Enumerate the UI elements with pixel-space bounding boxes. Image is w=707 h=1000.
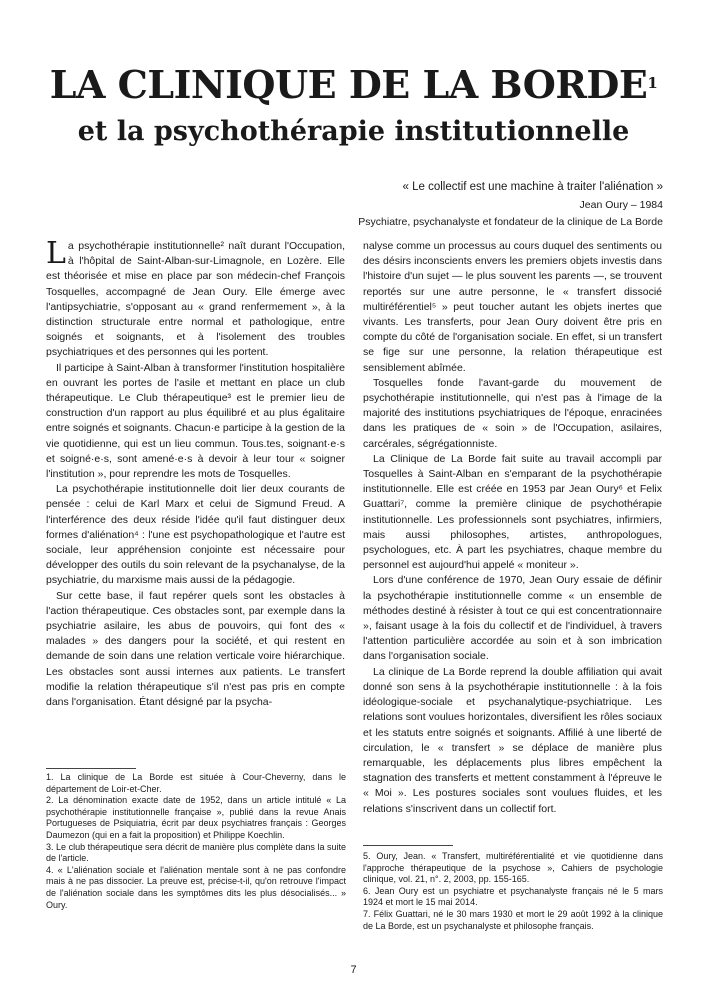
paragraph [46, 236, 345, 361]
footnote: 5. Oury, Jean. « Transfert, multiréférentialité et vie quotidienne dans l'approche thérapeutique de la psychose », Cahiers de psychologie clinique, vol. 21, n°. 2, 2003, pp. 155-165. [363, 851, 663, 885]
epigraph-author: Jean Oury – 1984 [579, 199, 663, 211]
paragraph: La psychothérapie institutionnelle doit lier deux courants de pensée : celui de Karl Marx et celui de Sigmund Freud. A l'interférence des deux réside l'idée qu'il faut distinguer deux formes d'aliénation⁴ : l'une est psychopathologique et l'autre est sociale, leur appréhension conjointe est nécessaire pour développer des outils du soin relevant de la psychanalyse, de la psychiatrie, du marxisme mais aussi de la pédagogie. [46, 483, 345, 587]
title-text: LA CLINIQUE DE LA BORDE [49, 62, 648, 107]
paragraph: Tosquelles fonde l'avant-garde du mouvement de psychothérapie institutionnelle, qui n'est pas à l'image de la majorité des institutions psychiatriques de l'époque, enracinées dans les pratiques de « soin » de l'Occupation, asilaires, carcérales, ségrégationniste. [363, 376, 662, 450]
left-column [46, 236, 345, 710]
footnote-divider [363, 845, 453, 846]
footnote: 1. La clinique de La Borde est située à Cour-Cheverny, dans le département de Loir-et-Cher. [46, 772, 346, 794]
title-line-2: et la psychothérapie institutionnelle [77, 116, 630, 147]
title-line-1 [0, 62, 707, 108]
epigraph-quote: « Le collectif est une machine à traiter l'aliénation » [402, 181, 663, 193]
paragraph: Il participe à Saint-Alban à transformer l'institution hospitalière en ouvrant les portes de l'asile et mettant en place un club thérapeutique. Le Club thérapeutique³ est le premier lieu de construction d'un rapport au plus équilibré et au plus égalitaire entre soignés et soignants. Chacun·e participe à la gestion de la vie quotidienne, qui est un lieu commun. Tous.tes, soignant·e·s et soigné·e·s, sont amené·e·s à devoir à leur tour « soigner l'institution », pour reprendre les mots de Tosquelles. [46, 361, 345, 481]
footnote: 4. « L'aliénation sociale et l'aliénation mentale sont à ne pas confondre mais à ne pas dissocier. La preuve est, précise-t-il, qu'on retrouve l'impact de l'aliénation sociale dans les symptômes dits les plus désocialisés... » Oury. [46, 864, 346, 910]
footnote: 7. Félix Guattari, né le 30 mars 1930 et mort le 29 août 1992 à la clinique de La Borde, est un psychanalyste et philosophe français. [363, 908, 663, 931]
footnote: 6. Jean Oury est un psychiatre et psychanalyste français né le 5 mars 1924 et mort le 15 mai 2014. [363, 885, 663, 908]
title-note-ref: 1 [647, 74, 658, 92]
footnotes-left [46, 772, 346, 911]
paragraph: Lors d'une conférence de 1970, Jean Oury essaie de définir la psychothérapie institutionnelle comme « un ensemble de méthodes destiné à résister à tout ce qui est concentrationnaire », faisant usage à la fois du collectif et de l'individuel, à travers l'attention particulière accordée au soin et à son imbrication dans l'organisation sociale. [363, 574, 662, 663]
footnotes-right [363, 851, 663, 932]
paragraph: Sur cette base, il faut repérer quels sont les obstacles à l'action thérapeutique. Ces obstacles sont, par exemple dans la psychiatrie asilaire, les abus de pouvoirs, qui font des « malades » des dangers pour la société, et qui restent en demande de soin dans une relation verticale voire hiérarchique. Les obstacles sont aussi internes aux patients. Le transfert modifie la relation thérapeutique s'il n'est pas pris en compte dans l'organisation. Étant désigné par la psycha- [46, 589, 345, 709]
drop-cap: L [46, 236, 66, 271]
paragraph: nalyse comme un processus au cours duquel des sentiments ou des désirs inconscients envers les premiers objets investis dans l'histoire d'un sujet — le plus souvent les parents —, se trouvent reportés sur une autre personne, le « transfert dissocié multiréférentiel⁵ » peut toucher autant les objets inertes que vivants. Les transferts, pour Jean Oury doivent être pris en compte du côté de l'organisation sociale. En effet, si un transfert se fige sur une personne, la relation thérapeutique est sensiblement abîmée. [363, 240, 662, 374]
paragraph: La clinique de La Borde reprend la double affiliation qui avait donné son sens à la psychothérapie institutionnelle : à la fois idéologique-sociale et psychanalytique-psychiatrique. Les relations sont voulues horizontales, diversifient les rôles sociaux et les statuts entre soignés et soignants. Affilié à une liberté de circulation, le « transfert » se déplace de manière plus remarquable, les déplacements plus libres empêchent la stagnation des transferts et mettent constamment à l'épreuve le « Moi ». Les postures sociales sont voulues fluides, et les relations s'inscrivent dans un collectif fort. [363, 665, 662, 815]
footnote: 3. Le club thérapeutique sera décrit de manière plus complète dans la suite de l'article. [46, 841, 346, 864]
footnote: 2. La dénomination exacte date de 1952, dans un article intitulé « La psychothérapie institutionnelle française », publié dans la revue Anais Portugueses de Psiquiatria, écrit par deux psychiatres français : Georges Daumezon (qui en a fait la proposition) et Philippe Koechlin. [46, 795, 346, 840]
epigraph-role: Psychiatre, psychanalyste et fondateur de la clinique de La Borde [358, 216, 663, 228]
right-column [363, 239, 662, 817]
page-number: 7 [350, 964, 357, 976]
paragraph-text: a psychothérapie institutionnelle² naît durant l'Occupation, à l'hôpital de Saint-Alban-sur-Limagnole, en Lozère. Elle est théorisée et mise en place par son médecin-chef François Tosquelles, accompagné de Jean Oury. Elle émerge avec l'antipsychiatrie, s'opposant au « grand renfermement », à la distinction structurale entre normal et pathologique, entre soignés et soignants, et à l'isolement des troubles psychiatriques et des personnes qui les portent. [46, 240, 345, 359]
paragraph: La Clinique de La Borde fait suite au travail accompli par Tosquelles à Saint-Alban en s'emparant de la psychothérapie institutionnelle. Elle est créée en 1953 par Jean Oury⁶ et Felix Guattari⁷, comme la première clinique de psychothérapie institutionnelle. Les professionnels sont psychiatres, infirmiers, mais aussi philosophes, artistes, anthropologues, psychologues, etc. À part les psychiatres, chaque membre du personnel est aujourd'hui appelé « moniteur ». [363, 452, 662, 572]
footnote-divider [46, 768, 136, 769]
